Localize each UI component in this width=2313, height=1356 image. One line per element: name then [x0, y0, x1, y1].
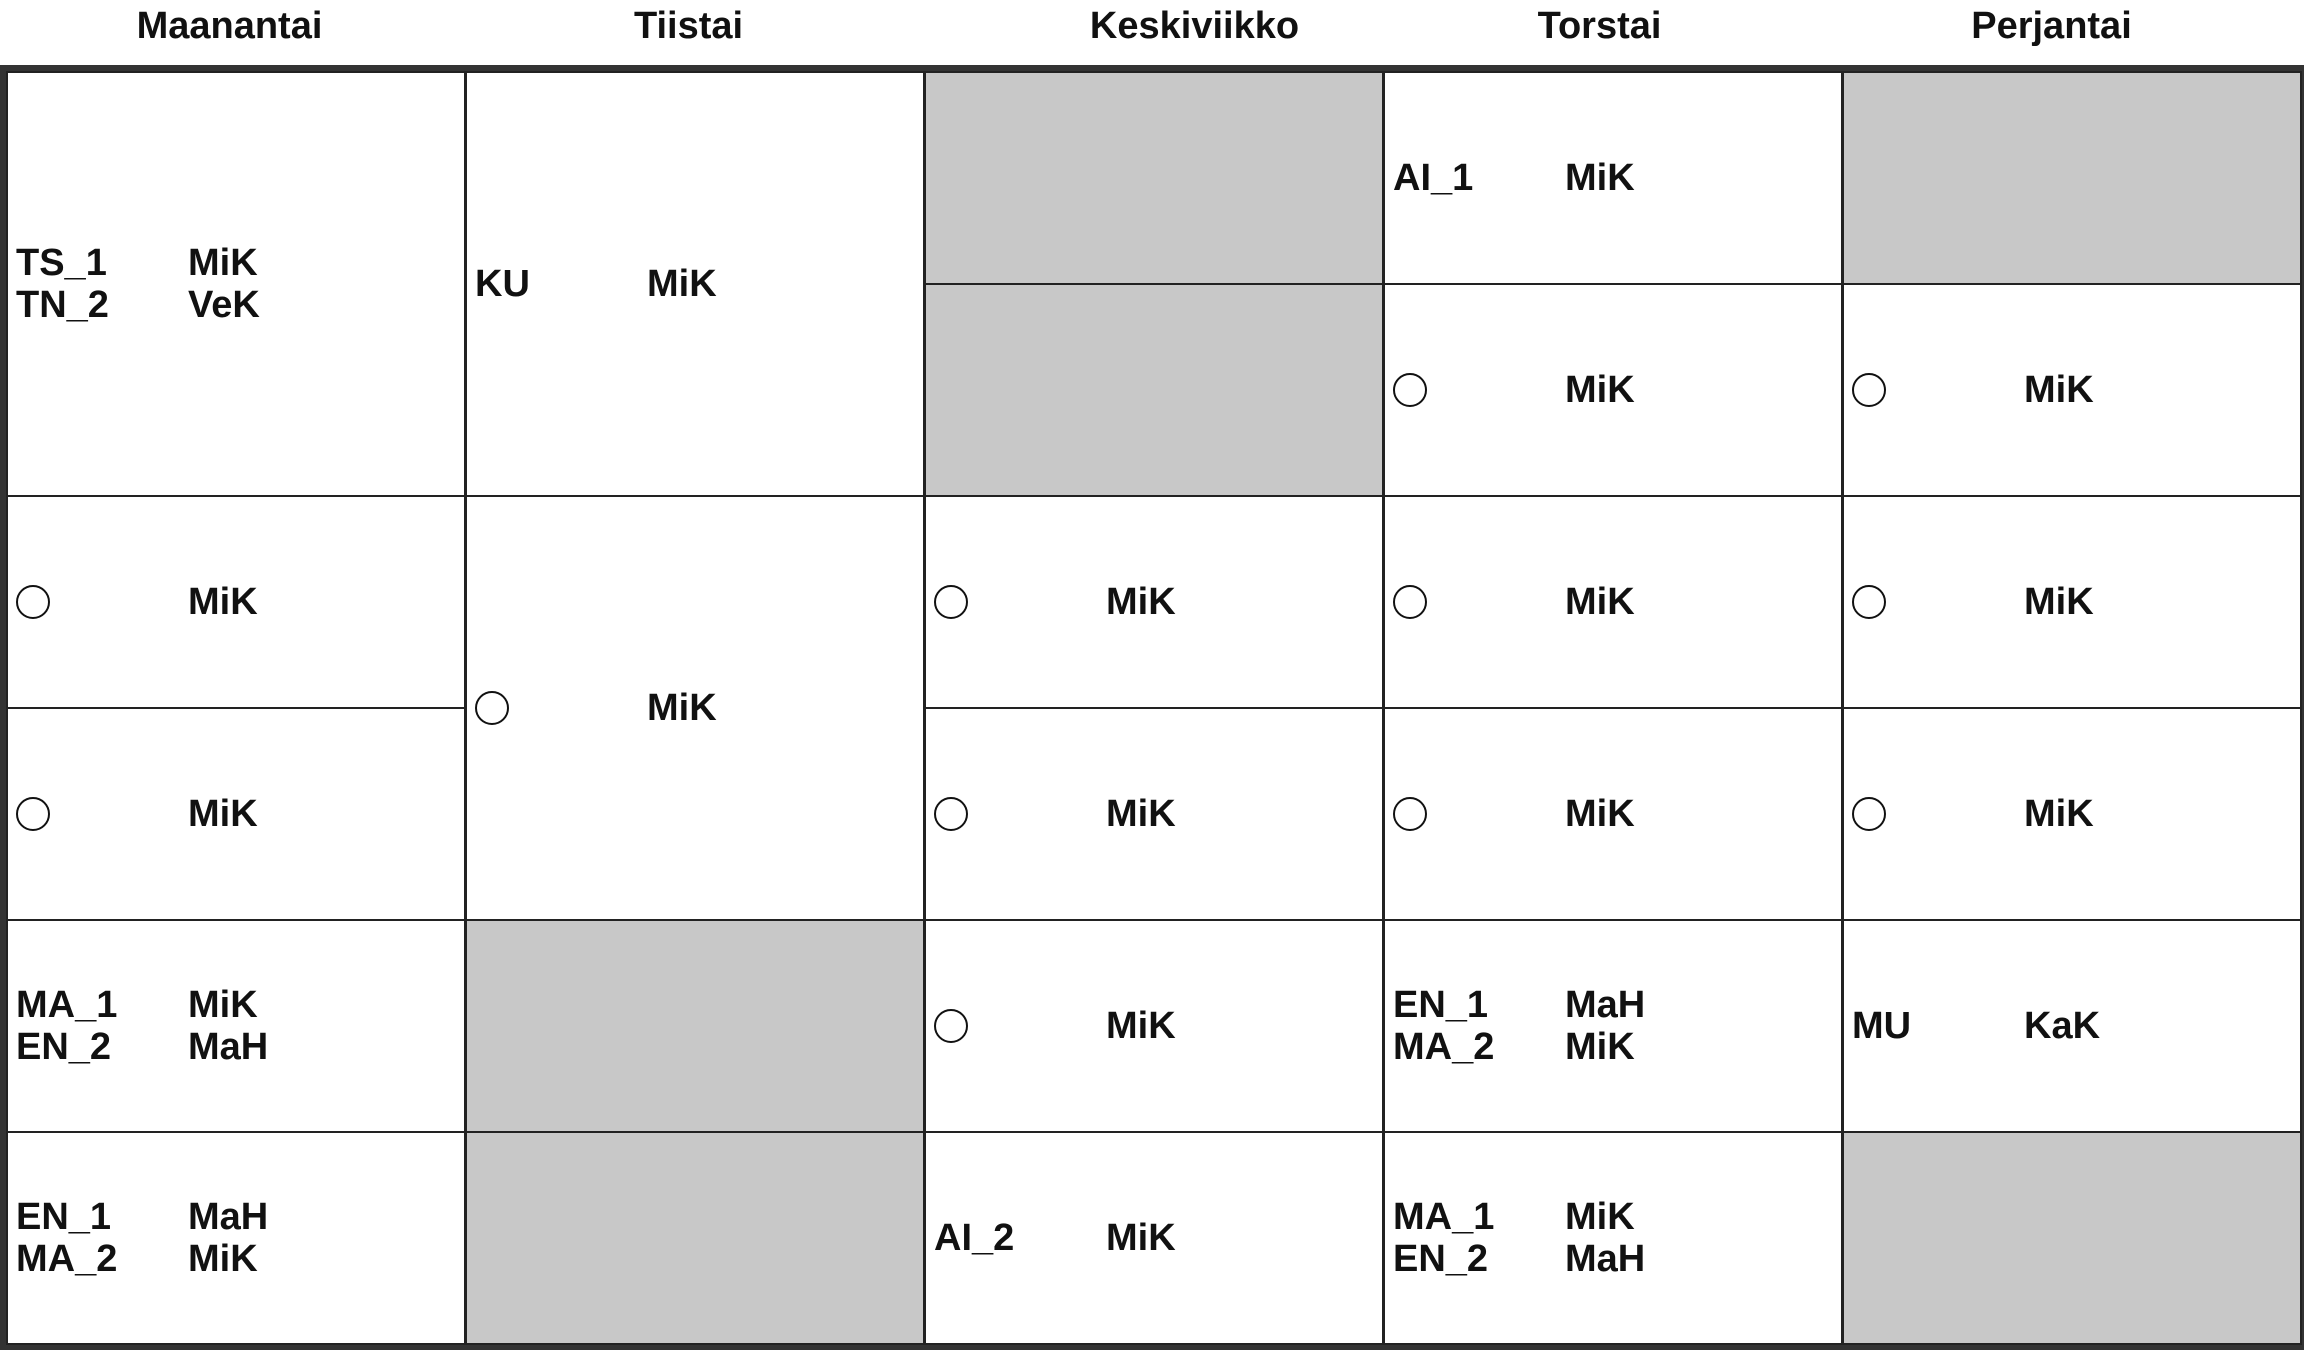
- lesson-slot: [465, 495, 925, 921]
- lesson-entry: [475, 263, 875, 305]
- circle-icon: [1852, 797, 1886, 831]
- teacher-code: MaH: [1565, 984, 1646, 1026]
- day-header-friday: Perjantai: [1971, 5, 2132, 47]
- slot-entries: [1852, 1005, 2252, 1047]
- lesson-entry: [1393, 369, 1793, 411]
- day-header-monday: Maanantai: [136, 5, 323, 47]
- lesson-entry: [1852, 369, 2252, 411]
- empty-slot: [924, 283, 1384, 497]
- lesson-entry: [1852, 793, 2252, 835]
- teacher-code: MiK: [1565, 369, 1635, 411]
- lesson-entry: [1393, 984, 1793, 1026]
- teacher-code: MiK: [1565, 157, 1635, 199]
- teacher-code: MiK: [1565, 1196, 1635, 1238]
- lesson-slot: [1842, 283, 2302, 497]
- course-code: MA_2: [1393, 1026, 1495, 1068]
- circle-icon: [16, 797, 50, 831]
- lesson-entry: [934, 1005, 1334, 1047]
- slot-entries: [1393, 1196, 1793, 1280]
- circle-icon: [1393, 585, 1427, 619]
- slot-entries: [934, 1217, 1334, 1259]
- lesson-entry: [16, 1238, 416, 1280]
- circle-icon: [475, 691, 509, 725]
- teacher-code: MiK: [1106, 1217, 1176, 1259]
- lesson-slot: [1383, 919, 1843, 1133]
- lesson-entry: [1393, 1196, 1793, 1238]
- teacher-code: MiK: [2024, 581, 2094, 623]
- lesson-slot: [924, 495, 1384, 709]
- lesson-entry: [934, 1217, 1334, 1259]
- slot-entries: [1852, 793, 2252, 835]
- teacher-code: VeK: [188, 284, 260, 326]
- circle-icon: [1852, 373, 1886, 407]
- slot-entries: [1393, 369, 1793, 411]
- course-code: AI_2: [934, 1217, 1015, 1259]
- circle-icon: [934, 585, 968, 619]
- teacher-code: MiK: [188, 581, 258, 623]
- day-header-wednesday: Keskiviikko: [1089, 5, 1300, 47]
- lesson-entry: [16, 284, 416, 326]
- teacher-code: MiK: [1106, 581, 1176, 623]
- timetable-grid: [0, 65, 2304, 1350]
- lesson-entry: [16, 984, 416, 1026]
- slot-entries: [16, 581, 416, 623]
- day-header-tuesday: Tiistai: [633, 5, 744, 47]
- course-code: MA_1: [16, 984, 118, 1026]
- circle-icon: [934, 1009, 968, 1043]
- course-code: AI_1: [1393, 157, 1474, 199]
- lesson-slot: [6, 495, 466, 709]
- course-code: MU: [1852, 1005, 1912, 1047]
- teacher-code: MiK: [1565, 793, 1635, 835]
- circle-icon: [934, 797, 968, 831]
- teacher-code: MiK: [2024, 369, 2094, 411]
- lesson-entry: [16, 581, 416, 623]
- lesson-entry: [1393, 581, 1793, 623]
- day-header-thursday: Torstai: [1537, 5, 1662, 47]
- lesson-slot: [6, 71, 466, 497]
- empty-slot: [924, 71, 1384, 285]
- slot-entries: [934, 1005, 1334, 1047]
- lesson-slot: [1842, 707, 2302, 921]
- lesson-slot: [1842, 919, 2302, 1133]
- empty-slot: [465, 919, 925, 1133]
- lesson-entry: [1393, 793, 1793, 835]
- slot-entries: [16, 1196, 416, 1280]
- slot-entries: [1393, 793, 1793, 835]
- teacher-code: MiK: [188, 984, 258, 1026]
- slot-entries: [1852, 369, 2252, 411]
- course-code: KU: [475, 263, 530, 305]
- lesson-slot: [1383, 495, 1843, 709]
- empty-slot: [1842, 1131, 2302, 1345]
- lesson-slot: [924, 1131, 1384, 1345]
- lesson-slot: [1383, 71, 1843, 285]
- course-code: MA_2: [16, 1238, 118, 1280]
- lesson-entry: [16, 1196, 416, 1238]
- teacher-code: MiK: [188, 793, 258, 835]
- slot-entries: [475, 263, 875, 305]
- teacher-code: MiK: [1565, 581, 1635, 623]
- teacher-code: MiK: [188, 242, 258, 284]
- lesson-slot: [924, 707, 1384, 921]
- course-code: MA_1: [1393, 1196, 1495, 1238]
- course-code: EN_1: [1393, 984, 1489, 1026]
- slot-entries: [1393, 157, 1793, 199]
- teacher-code: MiK: [647, 687, 717, 729]
- teacher-code: MiK: [188, 1238, 258, 1280]
- empty-slot: [1842, 71, 2302, 285]
- circle-icon: [1852, 585, 1886, 619]
- lesson-slot: [1383, 1131, 1843, 1345]
- course-code: TS_1: [16, 242, 107, 284]
- lesson-entry: [16, 793, 416, 835]
- lesson-entry: [475, 687, 875, 729]
- slot-entries: [16, 984, 416, 1068]
- slot-entries: [16, 242, 416, 326]
- teacher-code: MiK: [1565, 1026, 1635, 1068]
- lesson-slot: [465, 71, 925, 497]
- circle-icon: [1393, 797, 1427, 831]
- lesson-entry: [934, 793, 1334, 835]
- teacher-code: MaH: [188, 1196, 269, 1238]
- slot-entries: [16, 793, 416, 835]
- lesson-entry: [16, 1026, 416, 1068]
- course-code: TN_2: [16, 284, 109, 326]
- lesson-slot: [6, 1131, 466, 1345]
- lesson-entry: [934, 581, 1334, 623]
- empty-slot: [465, 1131, 925, 1345]
- teacher-code: MiK: [647, 263, 717, 305]
- lesson-slot: [6, 707, 466, 921]
- lesson-entry: [1852, 581, 2252, 623]
- lesson-entry: [1393, 1238, 1793, 1280]
- course-code: EN_2: [1393, 1238, 1489, 1280]
- teacher-code: MaH: [188, 1026, 269, 1068]
- teacher-code: MiK: [1106, 1005, 1176, 1047]
- slot-entries: [934, 793, 1334, 835]
- course-code: EN_1: [16, 1196, 112, 1238]
- teacher-code: MiK: [2024, 793, 2094, 835]
- lesson-entry: [1852, 1005, 2252, 1047]
- slot-entries: [1393, 581, 1793, 623]
- lesson-slot: [924, 919, 1384, 1133]
- slot-entries: [475, 687, 875, 729]
- slot-entries: [934, 581, 1334, 623]
- slot-entries: [1393, 984, 1793, 1068]
- lesson-slot: [1842, 495, 2302, 709]
- lesson-slot: [6, 919, 466, 1133]
- teacher-code: MaH: [1565, 1238, 1646, 1280]
- lesson-entry: [1393, 157, 1793, 199]
- teacher-code: KaK: [2024, 1005, 2101, 1047]
- circle-icon: [16, 585, 50, 619]
- slot-entries: [1852, 581, 2252, 623]
- course-code: EN_2: [16, 1026, 112, 1068]
- lesson-entry: [16, 242, 416, 284]
- lesson-slot: [1383, 283, 1843, 497]
- lesson-entry: [1393, 1026, 1793, 1068]
- circle-icon: [1393, 373, 1427, 407]
- teacher-code: MiK: [1106, 793, 1176, 835]
- lesson-slot: [1383, 707, 1843, 921]
